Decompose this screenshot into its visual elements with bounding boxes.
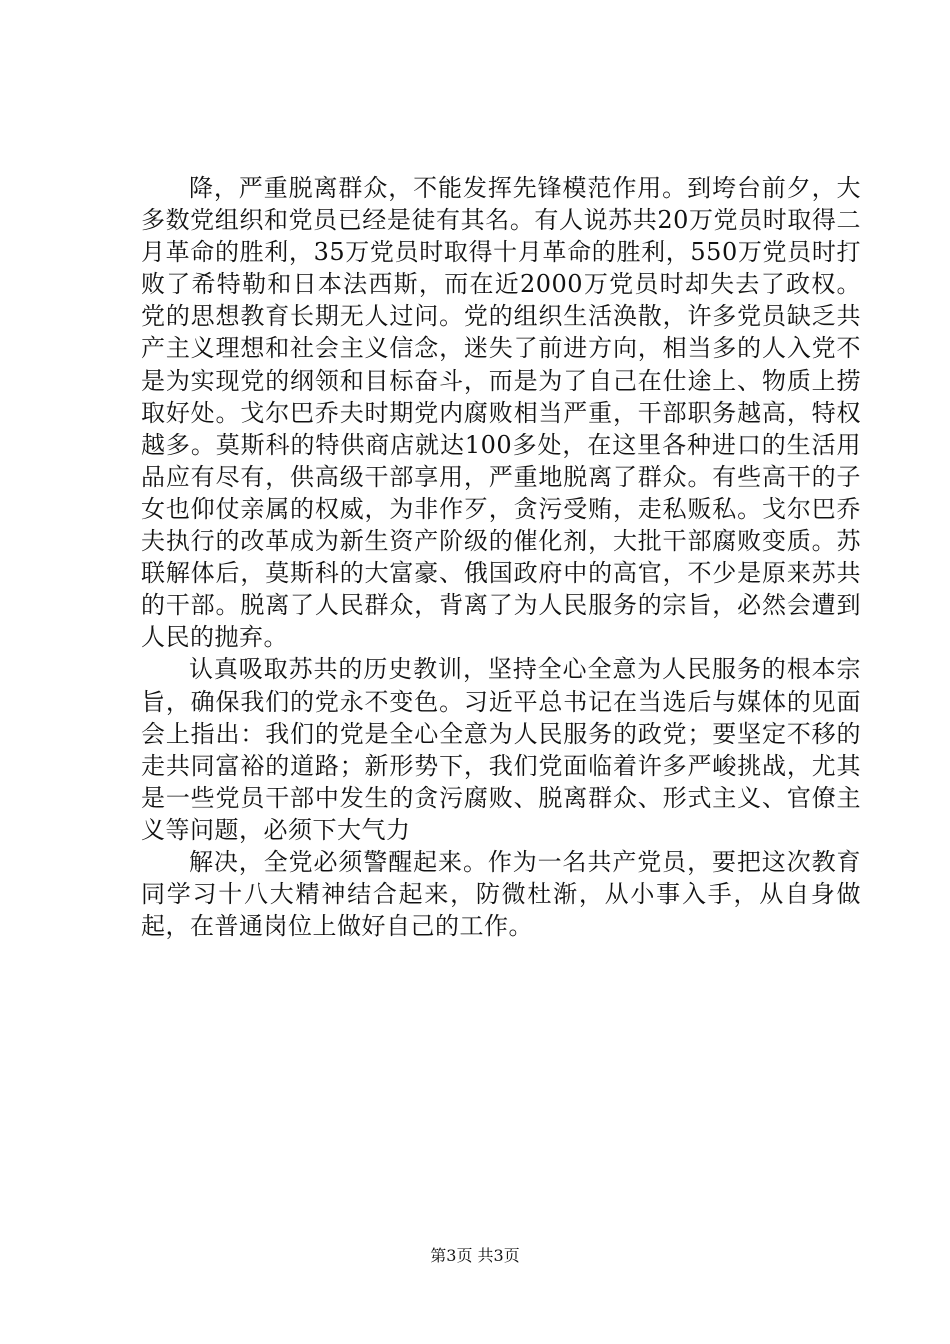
page-number: 第3页 共3页 <box>430 1246 520 1265</box>
document-body <box>141 172 861 942</box>
paragraph-3: 解决，全党必须警醒起来。作为一名共产党员，要把这次教育同学习十八大精神结合起来，防微杜渐，从小事入手，从自身做起，在普通岗位上做好自己的工作。 <box>141 847 861 941</box>
page-footer <box>0 1243 950 1266</box>
paragraph-2: 认真吸取苏共的历史教训，坚持全心全意为人民服务的根本宗旨，确保我们的党永不变色。习近平总书记在当选后与媒体的见面会上指出：我们的党是全心全意为人民服务的政党；要坚定不移的走共同富裕的道路；新形势下，我们党面临着许多严峻挑战，尤其是一些党员干部中发生的贪污腐败、脱离群众、形式主义、官僚主义等问题，必须下大气力 <box>141 655 861 844</box>
paragraph-1: 降，严重脱离群众，不能发挥先锋模范作用。到垮台前夕，大多数党组织和党员已经是徒有其名。有人说苏共20万党员时取得二月革命的胜利，35万党员时取得十月革命的胜利，550万党员时打败了希特勒和日本法西斯，而在近2000万党员时却失去了政权。党的思想教育长期无人过问。党的组织生活涣散，许多党员缺乏共产主义理想和社会主义信念，迷失了前进方向，相当多的人入党不是为实现党的纲领和目标奋斗，而是为了自己在仕途上、物质上捞取好处。戈尔巴乔夫时期党内腐败相当严重，干部职务越高，特权越多。莫斯科的特供商店就达100多处，在这里各种进口的生活用品应有尽有，供高级干部享用，严重地脱离了群众。有些高干的子女也仰仗亲属的权威，为非作歹，贪污受贿，走私贩私。戈尔巴乔夫执行的改革成为新生资产阶级的催化剂，大批干部腐败变质。苏联解体后，莫斯科的大富豪、俄国政府中的高官，不少是原来苏共的干部。脱离了人民群众，背离了为人民服务的宗旨，必然会遭到人民的抛弃。 <box>141 174 861 652</box>
